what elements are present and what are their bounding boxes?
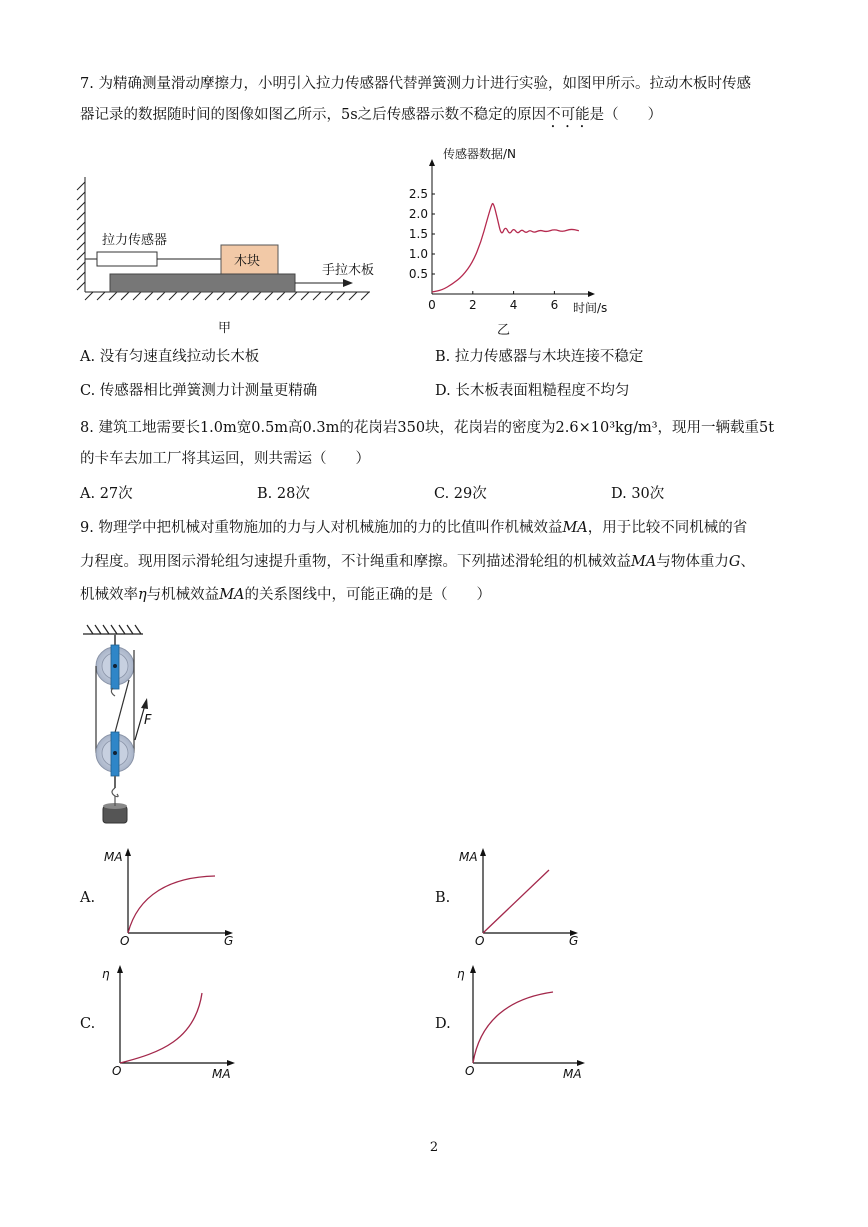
q8-option-b[interactable]: B. 28次: [257, 486, 310, 502]
pull-arrow: [343, 279, 353, 287]
q9-option-a-label[interactable]: A.: [80, 890, 96, 906]
q9-line1-pre: 9. 物理学中把机械对重物施加的力与人对机械施加的力的比值叫作机械效益: [80, 520, 563, 536]
q8-stem-line1: 8. 建筑工地需要长1.0m宽0.5m高0.3m的花岗岩350块，花岗岩的密度为2.6×10³kg/m³，现用一辆载重5t: [80, 420, 775, 436]
chart-ylabel: 传感器数据/N: [443, 147, 517, 161]
q9-option-d-label[interactable]: D.: [435, 1016, 451, 1032]
ceiling-hatching: [83, 625, 143, 634]
chart-x-tick-label: 6: [550, 298, 559, 312]
q9-line2-mid: 与物体重力: [656, 554, 729, 570]
q9-ma-symbol: MA: [631, 554, 657, 570]
chart-y-tick-label: 2.0: [408, 207, 428, 221]
force-arrow-icon: [141, 698, 148, 709]
chart-y-tick-label: 0.5: [408, 267, 428, 281]
chart-y-tick-label: 2.5: [408, 187, 428, 201]
block-label: 木块: [234, 254, 261, 269]
q7-option-b[interactable]: B. 拉力传感器与木块连接不稳定: [435, 349, 644, 365]
q9-stem-line3: [80, 585, 491, 605]
q9-ma-symbol: MA: [562, 520, 588, 536]
chart-x-tick-label: 4: [509, 298, 518, 312]
pulley-system-figure: [75, 620, 185, 830]
graph-b-origin: O: [475, 934, 485, 948]
chart-y-arrow: [429, 159, 435, 166]
graph-d-origin: O: [465, 1064, 475, 1078]
q7-figure-jia: [75, 172, 385, 342]
q9-stem-line1: [80, 518, 747, 538]
curve-c: [120, 993, 202, 1063]
curve-d: [473, 992, 553, 1063]
figure-caption-jia: 甲: [218, 321, 232, 336]
graph-c-xlabel: MA: [212, 1067, 231, 1081]
graph-c-origin: O: [112, 1064, 122, 1078]
chart-x-arrow: [588, 291, 595, 297]
q9-line2-post: 、: [740, 554, 755, 570]
graph-a-origin: O: [120, 934, 130, 948]
long-board: [110, 274, 295, 292]
force-sensor: [97, 252, 157, 266]
curve-a: [128, 876, 215, 933]
q7-stem-line1: 7. 为精确测量滑动摩擦力，小明引入拉力传感器代替弹簧测力计进行实验，如图甲所示。拉动木板时传感: [80, 76, 751, 92]
page-number: 2: [429, 1140, 439, 1155]
q9-graph-a[interactable]: [100, 845, 240, 950]
q9-ma-symbol: MA: [219, 587, 245, 603]
wall-hatching: [77, 177, 85, 292]
chart-xlabel: 时间/s: [573, 301, 608, 315]
q7-stem-line2-pre: 器记录的数据随时间的图像如图乙所示，5s之后传感器示数不稳定的原因: [80, 107, 547, 123]
graph-a-xlabel: G: [224, 934, 234, 948]
q9-line3-mid: 与机械效益: [146, 587, 220, 603]
pull-label: 手拉木板: [322, 263, 375, 278]
sensor-label: 拉力传感器: [102, 233, 168, 248]
graph-b-xlabel: G: [569, 934, 579, 948]
graph-a-ylabel: MA: [104, 850, 123, 864]
graph-d-xlabel: MA: [563, 1067, 582, 1081]
q9-line3-pre: 机械效率: [80, 587, 138, 603]
q9-eta-symbol: η: [138, 587, 147, 603]
q7-option-d[interactable]: D. 长木板表面粗糙程度不均匀: [435, 383, 630, 399]
chart-series-line: [432, 204, 579, 292]
q9-option-b-label[interactable]: B.: [435, 890, 451, 906]
figure-caption-yi: 乙: [497, 323, 511, 338]
q7-figure-yi-chart: [405, 140, 620, 340]
q7-option-c[interactable]: C. 传感器相比弹簧测力计测量更精确: [80, 383, 318, 399]
q8-option-d[interactable]: D. 30次: [611, 486, 665, 502]
q7-stem-line2-post: 是（ ）: [589, 107, 663, 123]
q9-graph-c[interactable]: [100, 960, 245, 1085]
q8-option-c[interactable]: C. 29次: [434, 486, 487, 502]
q8-stem-line2: 的卡车去加工厂将其运回，则共需运（ ）: [80, 451, 370, 467]
q9-option-c-label[interactable]: C.: [80, 1016, 96, 1032]
q9-line2-pre: 力程度。现用图示滑轮组匀速提升重物，不计绳重和摩擦。下列描述滑轮组的机械效益: [80, 554, 631, 570]
q9-graph-d[interactable]: [455, 960, 600, 1085]
q8-option-a[interactable]: A. 27次: [80, 486, 133, 502]
weight-block: [103, 796, 127, 823]
chart-x-tick-label: 2: [468, 298, 477, 312]
graph-c-ylabel: η: [102, 967, 110, 981]
q9-line1-post: ，用于比较不同机械的省: [587, 520, 748, 536]
q9-graph-b[interactable]: [455, 845, 595, 950]
floor-hatching: [85, 292, 370, 300]
q9-stem-line2: [80, 552, 755, 572]
graph-d-ylabel: η: [457, 967, 465, 981]
q9-g-symbol: G: [728, 554, 741, 570]
chart-y-tick-label: 1.0: [408, 247, 428, 261]
q9-line3-post: 的关系图线中，可能正确的是（ ）: [244, 587, 492, 603]
q7-emphasis: 不可能: [546, 107, 590, 123]
q7-stem-line2: [80, 105, 662, 131]
chart-y-tick-label: 1.5: [408, 227, 428, 241]
movable-pulley: [96, 732, 134, 776]
graph-b-ylabel: MA: [459, 850, 478, 864]
line-b: [483, 870, 549, 933]
force-label: F: [144, 713, 152, 728]
chart-x-tick-label: 0: [428, 298, 436, 312]
q7-option-a[interactable]: A. 没有匀速直线拉动长木板: [80, 349, 260, 365]
